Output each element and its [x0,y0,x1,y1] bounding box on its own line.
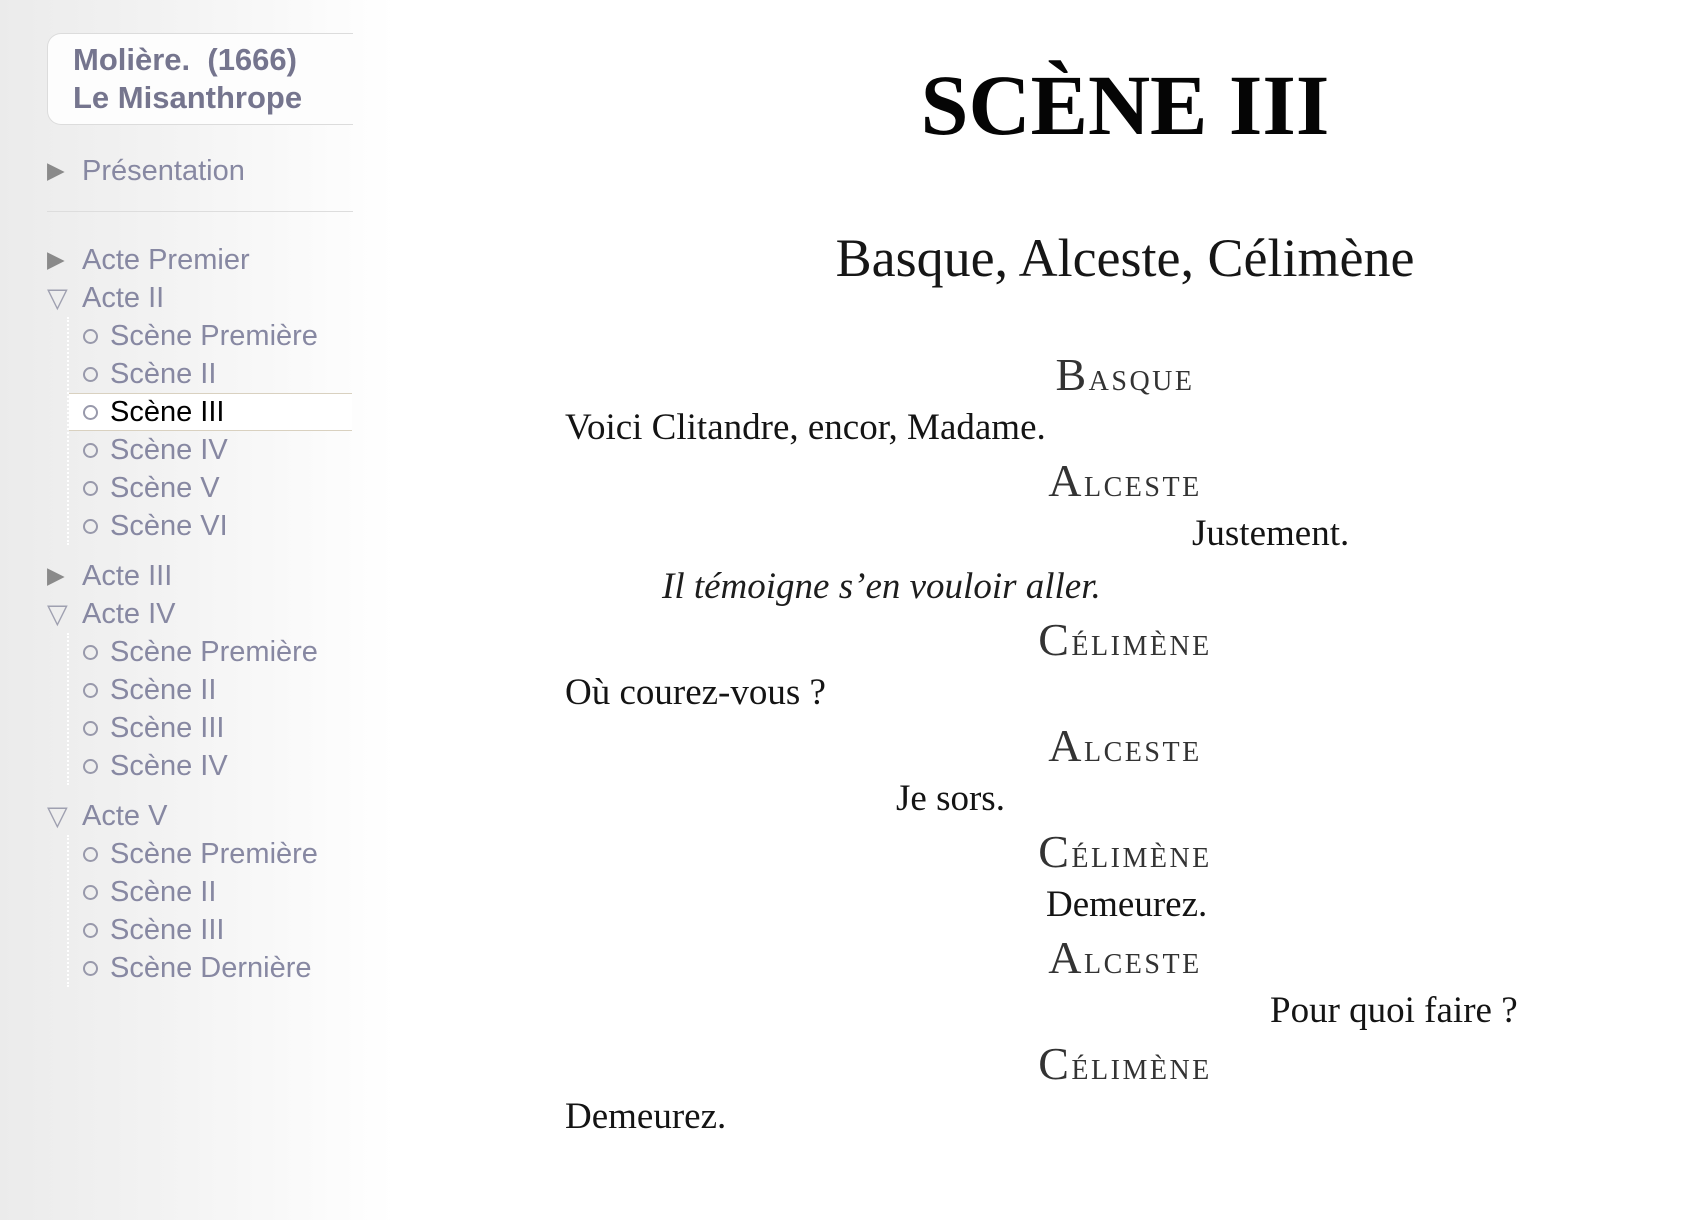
sidebar-item-acte-iv-scene-ii[interactable] [69,671,360,709]
sidebar [0,0,360,1220]
circle-bullet-icon [83,645,98,660]
stage-direction: Il témoigne s’en vouloir aller. [662,566,1101,607]
scene-list-acte-v [67,835,360,987]
verse-line: Pour quoi faire ? [1270,990,1518,1031]
act-label: Acte Premier [82,243,250,276]
verse-line: Justement. [1192,513,1350,554]
scene-label: Scène Première [110,837,318,870]
speaker-name: CÉLIMÈNE [1038,1038,1212,1089]
circle-bullet-icon [83,405,98,420]
speaker-name: CÉLIMÈNE [1038,826,1212,877]
speaker-name: ALCESTE [1048,455,1202,506]
sidebar-item-acte-v-scene-iii[interactable] [69,911,360,949]
triangle-right-icon: ▶ [47,563,65,589]
act-label: Acte IV [82,597,176,630]
scene-characters: Basque, Alceste, Célimène [835,228,1415,288]
circle-bullet-icon [83,481,98,496]
scene-label: Scène VI [110,509,228,542]
main-content [360,0,1705,1220]
circle-bullet-icon [83,519,98,534]
sidebar-item-acte-iv-scene-iii[interactable] [69,709,360,747]
book-author-year: Molière. (1666) [73,42,297,77]
scene-label: Scène Première [110,319,318,352]
triangle-down-icon: ▽ [47,282,68,314]
scene-label: Scène III [110,395,225,428]
circle-bullet-icon [83,885,98,900]
verse-line: Voici Clitandre, encor, Madame. [565,407,1046,448]
sidebar-item-acte-ii-scene-ii[interactable] [69,355,360,393]
scene-label: Scène Dernière [110,951,312,984]
triangle-down-icon: ▽ [47,800,68,832]
sidebar-item-acte-ii-scene-iii[interactable] [69,393,352,431]
triangle-right-icon: ▶ [47,158,65,184]
sidebar-divider [47,211,353,212]
verse-line: Je sors. [896,778,1005,819]
scene-label: Scène Première [110,635,318,668]
sidebar-item-acte-premier[interactable] [0,241,360,279]
sidebar-item-acte-iii[interactable] [0,557,360,595]
circle-bullet-icon [83,847,98,862]
sidebar-item-acte-ii[interactable] [0,279,360,317]
scene-label: Scène II [110,875,217,908]
act-label: Acte V [82,799,168,832]
sidebar-item-acte-ii-scene-premiere[interactable] [69,317,360,355]
verse-line: Demeurez. [565,1096,727,1137]
book-title: Le Misanthrope [73,80,303,115]
sidebar-item-acte-v[interactable] [0,797,360,835]
scene-label: Scène II [110,673,217,706]
circle-bullet-icon [83,721,98,736]
scene-list-acte-iv [67,633,360,785]
table-of-contents [0,241,360,987]
scene-label: Scène III [110,711,225,744]
circle-bullet-icon [83,923,98,938]
circle-bullet-icon [83,683,98,698]
book-header [47,33,353,125]
act-label: Acte II [82,281,165,314]
speaker-name: BASQUE [1055,349,1195,400]
circle-bullet-icon [83,443,98,458]
scene-label: Scène V [110,471,220,504]
sidebar-item-acte-v-scene-derniere[interactable] [69,949,360,987]
scene-title: SCÈNE III [920,57,1330,153]
verse-line: Où courez-vous ? [565,672,826,713]
triangle-down-icon: ▽ [47,598,68,630]
presentation-label: Présentation [82,154,245,187]
triangle-right-icon: ▶ [47,247,65,273]
sidebar-item-acte-ii-scene-vi[interactable] [69,507,360,545]
scene-label: Scène II [110,357,217,390]
sidebar-item-acte-iv-scene-iv[interactable] [69,747,360,785]
play-text [360,348,1705,1143]
speaker-name: CÉLIMÈNE [1038,614,1212,665]
sidebar-item-presentation[interactable] [0,152,360,190]
scene-label: Scène IV [110,749,228,782]
sidebar-item-acte-ii-scene-iv[interactable] [69,431,360,469]
act-label: Acte III [82,559,173,592]
sidebar-item-acte-v-scene-ii[interactable] [69,873,360,911]
verse-line: Demeurez. [1046,884,1208,925]
sidebar-item-acte-ii-scene-v[interactable] [69,469,360,507]
speaker-name: ALCESTE [1048,932,1202,983]
circle-bullet-icon [83,367,98,382]
speaker-name: ALCESTE [1048,720,1202,771]
sidebar-item-acte-iv-scene-premiere[interactable] [69,633,360,671]
sidebar-item-acte-iv[interactable] [0,595,360,633]
circle-bullet-icon [83,961,98,976]
circle-bullet-icon [83,759,98,774]
circle-bullet-icon [83,329,98,344]
scene-label: Scène III [110,913,225,946]
scene-list-acte-ii [67,317,360,545]
scene-label: Scène IV [110,433,228,466]
sidebar-item-acte-v-scene-premiere[interactable] [69,835,360,873]
